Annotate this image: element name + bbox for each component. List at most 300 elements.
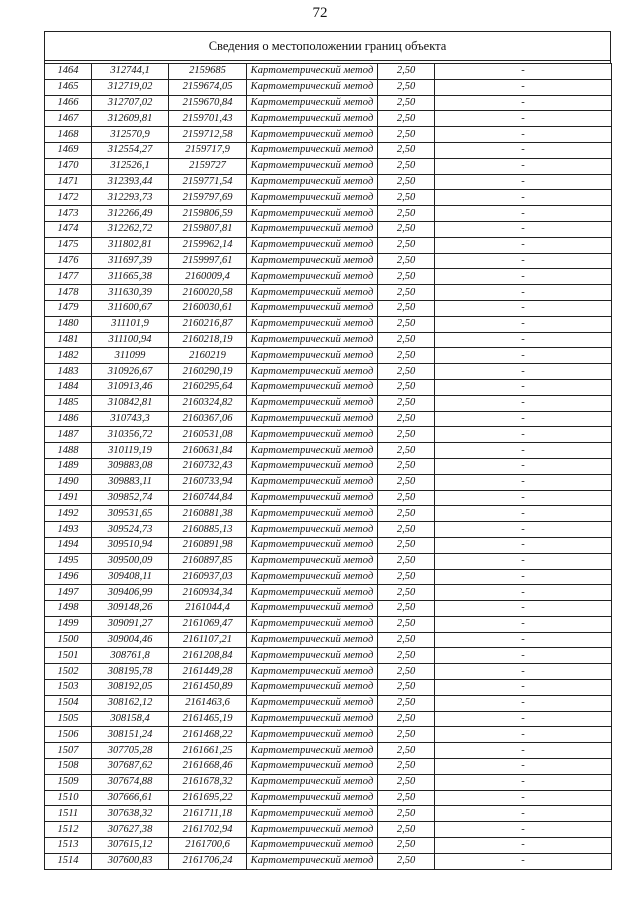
table-row [45, 759, 612, 775]
cell-method: Картометрический метод [247, 727, 378, 743]
cell-x-coordinate: 309883,08 [92, 458, 169, 474]
coordinates-table-body [45, 64, 612, 870]
cell-point-number: 1506 [45, 727, 92, 743]
cell-point-number: 1478 [45, 285, 92, 301]
cell-description: - [435, 316, 612, 332]
cell-y-coordinate: 2160218,19 [169, 332, 247, 348]
cell-x-coordinate: 311630,39 [92, 285, 169, 301]
cell-accuracy: 2,50 [378, 332, 435, 348]
cell-y-coordinate: 2160937,03 [169, 569, 247, 585]
cell-y-coordinate: 2160367,06 [169, 411, 247, 427]
cell-accuracy: 2,50 [378, 695, 435, 711]
table-row [45, 648, 612, 664]
cell-x-coordinate: 308761,8 [92, 648, 169, 664]
cell-accuracy: 2,50 [378, 569, 435, 585]
table-row [45, 79, 612, 95]
cell-x-coordinate: 307638,32 [92, 806, 169, 822]
cell-x-coordinate: 309883,11 [92, 474, 169, 490]
table-row [45, 522, 612, 538]
cell-description: - [435, 616, 612, 632]
cell-method: Картометрический метод [247, 221, 378, 237]
cell-description: - [435, 759, 612, 775]
cell-accuracy: 2,50 [378, 680, 435, 696]
table-row [45, 569, 612, 585]
cell-x-coordinate: 309852,74 [92, 490, 169, 506]
cell-point-number: 1472 [45, 190, 92, 206]
cell-y-coordinate: 2160881,38 [169, 506, 247, 522]
table-row [45, 822, 612, 838]
cell-method: Картометрический метод [247, 648, 378, 664]
cell-method: Картометрический метод [247, 237, 378, 253]
cell-description: - [435, 221, 612, 237]
cell-point-number: 1509 [45, 774, 92, 790]
cell-description: - [435, 664, 612, 680]
cell-description: - [435, 348, 612, 364]
cell-description: - [435, 79, 612, 95]
cell-description: - [435, 174, 612, 190]
cell-y-coordinate: 2161465,19 [169, 711, 247, 727]
cell-accuracy: 2,50 [378, 221, 435, 237]
table-row [45, 474, 612, 490]
cell-point-number: 1468 [45, 127, 92, 143]
cell-y-coordinate: 2161706,24 [169, 853, 247, 869]
page-number: 72 [312, 5, 328, 21]
table-row [45, 632, 612, 648]
cell-method: Картометрический метод [247, 332, 378, 348]
cell-y-coordinate: 2161208,84 [169, 648, 247, 664]
cell-point-number: 1464 [45, 64, 92, 80]
cell-description: - [435, 111, 612, 127]
table-row [45, 237, 612, 253]
cell-x-coordinate: 309408,11 [92, 569, 169, 585]
cell-y-coordinate: 2159806,59 [169, 206, 247, 222]
cell-accuracy: 2,50 [378, 427, 435, 443]
cell-y-coordinate: 2161450,89 [169, 680, 247, 696]
cell-y-coordinate: 2160290,19 [169, 364, 247, 380]
cell-accuracy: 2,50 [378, 553, 435, 569]
cell-point-number: 1489 [45, 458, 92, 474]
cell-y-coordinate: 2160897,85 [169, 553, 247, 569]
cell-accuracy: 2,50 [378, 127, 435, 143]
cell-point-number: 1502 [45, 664, 92, 680]
cell-description: - [435, 774, 612, 790]
cell-description: - [435, 743, 612, 759]
cell-description: - [435, 537, 612, 553]
cell-x-coordinate: 308192,05 [92, 680, 169, 696]
cell-method: Картометрический метод [247, 616, 378, 632]
cell-x-coordinate: 311697,39 [92, 253, 169, 269]
cell-accuracy: 2,50 [378, 190, 435, 206]
table-row [45, 111, 612, 127]
cell-x-coordinate: 309004,46 [92, 632, 169, 648]
table-row [45, 695, 612, 711]
cell-x-coordinate: 311600,67 [92, 300, 169, 316]
table-row [45, 680, 612, 696]
cell-point-number: 1505 [45, 711, 92, 727]
cell-description: - [435, 443, 612, 459]
cell-x-coordinate: 311101,9 [92, 316, 169, 332]
table-row [45, 427, 612, 443]
cell-description: - [435, 379, 612, 395]
cell-method: Картометрический метод [247, 632, 378, 648]
cell-description: - [435, 853, 612, 869]
cell-x-coordinate: 307666,61 [92, 790, 169, 806]
table-row [45, 585, 612, 601]
cell-method: Картометрический метод [247, 395, 378, 411]
cell-point-number: 1491 [45, 490, 92, 506]
cell-accuracy: 2,50 [378, 253, 435, 269]
cell-x-coordinate: 307600,83 [92, 853, 169, 869]
cell-accuracy: 2,50 [378, 237, 435, 253]
cell-description: - [435, 237, 612, 253]
table-row [45, 727, 612, 743]
cell-y-coordinate: 2160631,84 [169, 443, 247, 459]
cell-method: Картометрический метод [247, 695, 378, 711]
cell-method: Картометрический метод [247, 569, 378, 585]
cell-description: - [435, 127, 612, 143]
table-row [45, 269, 612, 285]
cell-y-coordinate: 2161661,25 [169, 743, 247, 759]
cell-y-coordinate: 2160009,4 [169, 269, 247, 285]
cell-point-number: 1477 [45, 269, 92, 285]
cell-point-number: 1501 [45, 648, 92, 664]
cell-description: - [435, 190, 612, 206]
table-row [45, 174, 612, 190]
cell-description: - [435, 601, 612, 617]
cell-description: - [435, 838, 612, 854]
cell-description: - [435, 569, 612, 585]
table-row [45, 316, 612, 332]
cell-method: Картометрический метод [247, 427, 378, 443]
table-row [45, 190, 612, 206]
cell-x-coordinate: 309531,65 [92, 506, 169, 522]
cell-point-number: 1493 [45, 522, 92, 538]
cell-point-number: 1497 [45, 585, 92, 601]
cell-point-number: 1471 [45, 174, 92, 190]
cell-x-coordinate: 308151,24 [92, 727, 169, 743]
cell-point-number: 1513 [45, 838, 92, 854]
cell-description: - [435, 680, 612, 696]
cell-description: - [435, 427, 612, 443]
table-row [45, 553, 612, 569]
cell-method: Картометрический метод [247, 285, 378, 301]
cell-x-coordinate: 310743,3 [92, 411, 169, 427]
cell-description: - [435, 206, 612, 222]
cell-y-coordinate: 2161702,94 [169, 822, 247, 838]
cell-point-number: 1499 [45, 616, 92, 632]
cell-accuracy: 2,50 [378, 616, 435, 632]
cell-point-number: 1473 [45, 206, 92, 222]
cell-method: Картометрический метод [247, 806, 378, 822]
cell-point-number: 1486 [45, 411, 92, 427]
cell-method: Картометрический метод [247, 585, 378, 601]
cell-y-coordinate: 2160219 [169, 348, 247, 364]
cell-point-number: 1511 [45, 806, 92, 822]
cell-accuracy: 2,50 [378, 458, 435, 474]
cell-x-coordinate: 308195,78 [92, 664, 169, 680]
table-row [45, 142, 612, 158]
cell-description: - [435, 300, 612, 316]
cell-y-coordinate: 2160885,13 [169, 522, 247, 538]
cell-x-coordinate: 307705,28 [92, 743, 169, 759]
cell-y-coordinate: 2161468,22 [169, 727, 247, 743]
table-row [45, 806, 612, 822]
cell-method: Картометрический метод [247, 458, 378, 474]
cell-x-coordinate: 312393,44 [92, 174, 169, 190]
cell-point-number: 1508 [45, 759, 92, 775]
cell-x-coordinate: 309524,73 [92, 522, 169, 538]
cell-method: Картометрический метод [247, 158, 378, 174]
cell-x-coordinate: 312293,73 [92, 190, 169, 206]
cell-description: - [435, 806, 612, 822]
cell-y-coordinate: 2160891,98 [169, 537, 247, 553]
table-row [45, 253, 612, 269]
cell-accuracy: 2,50 [378, 79, 435, 95]
cell-x-coordinate: 310119,19 [92, 443, 169, 459]
cell-description: - [435, 158, 612, 174]
cell-point-number: 1510 [45, 790, 92, 806]
cell-accuracy: 2,50 [378, 853, 435, 869]
cell-point-number: 1484 [45, 379, 92, 395]
cell-x-coordinate: 312262,72 [92, 221, 169, 237]
cell-y-coordinate: 2160295,64 [169, 379, 247, 395]
cell-accuracy: 2,50 [378, 490, 435, 506]
cell-method: Картометрический метод [247, 300, 378, 316]
cell-description: - [435, 64, 612, 80]
cell-point-number: 1507 [45, 743, 92, 759]
table-row [45, 506, 612, 522]
cell-accuracy: 2,50 [378, 822, 435, 838]
cell-accuracy: 2,50 [378, 269, 435, 285]
cell-x-coordinate: 312266,49 [92, 206, 169, 222]
table-row [45, 379, 612, 395]
cell-method: Картометрический метод [247, 79, 378, 95]
cell-method: Картометрический метод [247, 664, 378, 680]
table-row [45, 537, 612, 553]
cell-point-number: 1480 [45, 316, 92, 332]
cell-description: - [435, 711, 612, 727]
cell-x-coordinate: 312526,1 [92, 158, 169, 174]
cell-x-coordinate: 312719,02 [92, 79, 169, 95]
table-row [45, 95, 612, 111]
table-row [45, 490, 612, 506]
table-row [45, 664, 612, 680]
cell-description: - [435, 585, 612, 601]
cell-point-number: 1481 [45, 332, 92, 348]
section-title: Сведения о местоположении границ объекта [44, 31, 611, 60]
cell-accuracy: 2,50 [378, 743, 435, 759]
table-row [45, 332, 612, 348]
cell-method: Картометрический метод [247, 680, 378, 696]
cell-description: - [435, 332, 612, 348]
cell-point-number: 1503 [45, 680, 92, 696]
cell-y-coordinate: 2160324,82 [169, 395, 247, 411]
table-row [45, 774, 612, 790]
cell-point-number: 1475 [45, 237, 92, 253]
cell-x-coordinate: 309510,94 [92, 537, 169, 553]
cell-accuracy: 2,50 [378, 790, 435, 806]
cell-method: Картометрический метод [247, 759, 378, 775]
cell-method: Картометрический метод [247, 364, 378, 380]
cell-method: Картометрический метод [247, 95, 378, 111]
cell-point-number: 1485 [45, 395, 92, 411]
cell-y-coordinate: 2161069,47 [169, 616, 247, 632]
cell-accuracy: 2,50 [378, 95, 435, 111]
cell-method: Картометрический метод [247, 64, 378, 80]
cell-description: - [435, 553, 612, 569]
cell-y-coordinate: 2161044,4 [169, 601, 247, 617]
cell-description: - [435, 490, 612, 506]
cell-accuracy: 2,50 [378, 300, 435, 316]
cell-point-number: 1482 [45, 348, 92, 364]
cell-x-coordinate: 309148,26 [92, 601, 169, 617]
cell-y-coordinate: 2159717,9 [169, 142, 247, 158]
cell-point-number: 1512 [45, 822, 92, 838]
cell-y-coordinate: 2160216,87 [169, 316, 247, 332]
cell-accuracy: 2,50 [378, 838, 435, 854]
cell-description: - [435, 822, 612, 838]
cell-x-coordinate: 312570,9 [92, 127, 169, 143]
cell-y-coordinate: 2159712,58 [169, 127, 247, 143]
cell-point-number: 1490 [45, 474, 92, 490]
cell-method: Картометрический метод [247, 537, 378, 553]
cell-accuracy: 2,50 [378, 316, 435, 332]
cell-y-coordinate: 2160744,84 [169, 490, 247, 506]
cell-description: - [435, 474, 612, 490]
cell-y-coordinate: 2161107,21 [169, 632, 247, 648]
cell-point-number: 1504 [45, 695, 92, 711]
cell-accuracy: 2,50 [378, 158, 435, 174]
cell-point-number: 1469 [45, 142, 92, 158]
cell-method: Картометрический метод [247, 127, 378, 143]
cell-y-coordinate: 2161668,46 [169, 759, 247, 775]
cell-x-coordinate: 311100,94 [92, 332, 169, 348]
cell-description: - [435, 458, 612, 474]
cell-method: Картометрический метод [247, 506, 378, 522]
cell-x-coordinate: 307674,88 [92, 774, 169, 790]
cell-method: Картометрический метод [247, 522, 378, 538]
cell-x-coordinate: 309500,09 [92, 553, 169, 569]
cell-y-coordinate: 2159771,54 [169, 174, 247, 190]
cell-y-coordinate: 2160732,43 [169, 458, 247, 474]
table-row [45, 64, 612, 80]
cell-y-coordinate: 2159670,84 [169, 95, 247, 111]
cell-description: - [435, 142, 612, 158]
table-row [45, 364, 612, 380]
cell-point-number: 1474 [45, 221, 92, 237]
cell-description: - [435, 632, 612, 648]
cell-y-coordinate: 2161449,28 [169, 664, 247, 680]
cell-accuracy: 2,50 [378, 506, 435, 522]
cell-description: - [435, 522, 612, 538]
cell-y-coordinate: 2160934,34 [169, 585, 247, 601]
cell-accuracy: 2,50 [378, 111, 435, 127]
cell-y-coordinate: 2161695,22 [169, 790, 247, 806]
cell-x-coordinate: 309091,27 [92, 616, 169, 632]
cell-accuracy: 2,50 [378, 664, 435, 680]
cell-x-coordinate: 310842,81 [92, 395, 169, 411]
cell-description: - [435, 95, 612, 111]
cell-accuracy: 2,50 [378, 585, 435, 601]
cell-x-coordinate: 312554,27 [92, 142, 169, 158]
cell-method: Картометрический метод [247, 838, 378, 854]
cell-x-coordinate: 309406,99 [92, 585, 169, 601]
cell-x-coordinate: 311665,38 [92, 269, 169, 285]
cell-x-coordinate: 308162,12 [92, 695, 169, 711]
table-row [45, 838, 612, 854]
cell-method: Картометрический метод [247, 601, 378, 617]
cell-accuracy: 2,50 [378, 64, 435, 80]
cell-method: Картометрический метод [247, 111, 378, 127]
cell-description: - [435, 727, 612, 743]
table-row [45, 348, 612, 364]
cell-x-coordinate: 307615,12 [92, 838, 169, 854]
cell-y-coordinate: 2161711,18 [169, 806, 247, 822]
cell-accuracy: 2,50 [378, 174, 435, 190]
cell-accuracy: 2,50 [378, 364, 435, 380]
table-row [45, 853, 612, 869]
cell-accuracy: 2,50 [378, 522, 435, 538]
cell-y-coordinate: 2161463,6 [169, 695, 247, 711]
cell-accuracy: 2,50 [378, 537, 435, 553]
cell-x-coordinate: 310913,46 [92, 379, 169, 395]
table-row [45, 411, 612, 427]
cell-point-number: 1495 [45, 553, 92, 569]
cell-x-coordinate: 310356,72 [92, 427, 169, 443]
table-row [45, 601, 612, 617]
cell-method: Картометрический метод [247, 379, 378, 395]
cell-point-number: 1479 [45, 300, 92, 316]
table-row [45, 616, 612, 632]
cell-x-coordinate: 312609,81 [92, 111, 169, 127]
table-row [45, 221, 612, 237]
cell-point-number: 1498 [45, 601, 92, 617]
cell-method: Картометрический метод [247, 411, 378, 427]
table-row [45, 206, 612, 222]
cell-y-coordinate: 2160020,58 [169, 285, 247, 301]
cell-method: Картометрический метод [247, 822, 378, 838]
cell-accuracy: 2,50 [378, 711, 435, 727]
cell-x-coordinate: 307627,38 [92, 822, 169, 838]
cell-point-number: 1470 [45, 158, 92, 174]
cell-y-coordinate: 2160030,61 [169, 300, 247, 316]
table-row [45, 443, 612, 459]
cell-method: Картометрический метод [247, 269, 378, 285]
cell-accuracy: 2,50 [378, 774, 435, 790]
cell-description: - [435, 695, 612, 711]
cell-method: Картометрический метод [247, 711, 378, 727]
cell-accuracy: 2,50 [378, 632, 435, 648]
cell-description: - [435, 269, 612, 285]
cell-point-number: 1494 [45, 537, 92, 553]
cell-method: Картометрический метод [247, 490, 378, 506]
cell-description: - [435, 364, 612, 380]
coordinates-table [44, 63, 612, 870]
cell-point-number: 1492 [45, 506, 92, 522]
table-row [45, 158, 612, 174]
cell-accuracy: 2,50 [378, 601, 435, 617]
cell-method: Картометрический метод [247, 174, 378, 190]
cell-accuracy: 2,50 [378, 727, 435, 743]
cell-y-coordinate: 2159807,81 [169, 221, 247, 237]
cell-point-number: 1483 [45, 364, 92, 380]
cell-method: Картометрический метод [247, 474, 378, 490]
cell-accuracy: 2,50 [378, 443, 435, 459]
cell-method: Картометрический метод [247, 142, 378, 158]
cell-point-number: 1514 [45, 853, 92, 869]
cell-method: Картометрический метод [247, 190, 378, 206]
cell-point-number: 1487 [45, 427, 92, 443]
